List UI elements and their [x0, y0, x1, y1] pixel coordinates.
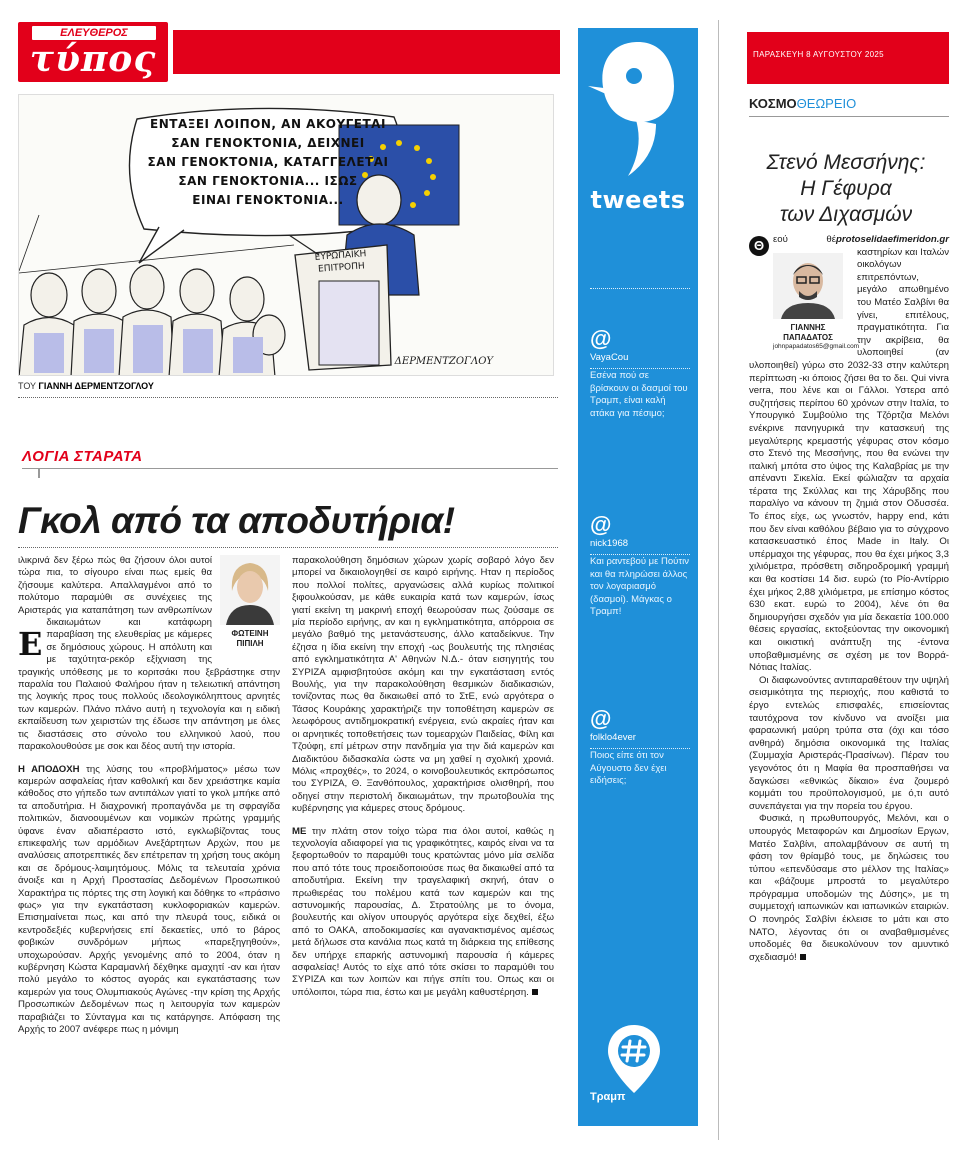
podium-sign: ΕΥΡΩΠΑΪΚΗ ΕΠΙΤΡΟΠΗ	[314, 249, 367, 275]
credit-prefix: ΤΟΥ	[18, 381, 36, 391]
paragraph-lead: ΜΕ	[292, 825, 307, 837]
tweet-separator	[590, 368, 690, 369]
cartoon-signature: ΔΕΡΜΕΝΤΖΟΓΛΟΥ	[394, 356, 493, 367]
paragraph: εού θέ	[773, 234, 836, 245]
masthead-bar	[173, 30, 560, 74]
end-mark	[800, 954, 806, 960]
columnist-box	[773, 253, 860, 351]
tweet-separator	[590, 288, 690, 289]
columnist-email[interactable]: johnpapadatos65@gmail.com	[773, 342, 860, 350]
hashtag-icon	[604, 1023, 664, 1099]
drop-cap: Ε	[18, 625, 43, 663]
tweet-separator	[590, 554, 690, 555]
divider	[18, 547, 558, 548]
tweet-item[interactable]	[590, 514, 690, 619]
speech-line: ΕΙΝΑΙ ΓΕΝΟΚΤΟΝΙΑ...	[192, 193, 344, 207]
side-article-title[interactable]	[743, 150, 949, 228]
paragraph: Φυσικά, η πρωθυπουργός, Μελόνι, και ο υπουργός Μεταφορών και Δημοσίων Εργων, Ματέο Σαλβίνι, απολαμβάνουν σε αυτή τη φάση τον θρίαμβό τους, με δηλώσεις του τύπου «επενδύσαμε στο μέλλον της Ιταλίας» και «βάζουμε μπροστά το μεγαλύτερο πρόγραμμα υποδομών της Δύσης», με τη συμμετοχή ιαπωνικών και ιαπωνικών εταιριών. Ο πονηρός Σαλβίνι έκλεισε το μάτι και στο ΝΑΤΟ, λέγοντας ότι οι αναβαθμισμένες υποδομές θα διευκολύνουν τον αμυντικό σχεδιασμό!	[749, 813, 949, 963]
divider	[749, 116, 949, 117]
tweets-column	[578, 28, 698, 1126]
speech-line: ΣΑΝ ΓΕΝΟΚΤΟΝΙΑ, ΔΕΙΧΝΕΙ	[171, 136, 365, 150]
date-banner	[747, 32, 949, 84]
side-column	[718, 20, 952, 1140]
divider-tick	[38, 468, 40, 478]
tweet-item[interactable]	[590, 708, 690, 788]
hashtag-label[interactable]: Τραμπ	[590, 1091, 626, 1103]
speech-line: ΣΑΝ ΓΕΝΟΚΤΟΝΙΑ... ΙΣΩΣ	[178, 174, 358, 188]
columnist-photo	[773, 253, 843, 319]
title-line: Η Γέφυρα	[800, 177, 892, 200]
political-cartoon	[18, 94, 554, 376]
speech-line: ΕΝΤΑΞΕΙ ΛΟΙΠΟΝ, ΑΝ ΑΚΟΥΓΕΤΑΙ	[150, 117, 386, 131]
end-mark	[532, 989, 538, 995]
section-title-b: ΘΕΩΡΕΙΟ	[796, 96, 857, 111]
logo-main-text: τύπος	[29, 38, 157, 80]
title-line: των Διχασμών	[779, 203, 913, 226]
paragraph: παρακολούθηση δημόσιων χώρων χωρίς σοβαρό λόγο δεν μπορεί να δικαιολογηθεί σε καιρό ειρήνης. Ηταν η περίοδος που πολλοί πολίτες, αργανώσεις αλλά κυρίως πολιτικοί ξιφουλκούσαν, με κάθε ευκαιρία κατά των καμερών, ίσως γιατί εκείνη τη μακρινή εποχή θεωρούσαν πως ζούσαμε σε μία περίοδο ειρήνης, αν και η εγκληματικότητα, απόρροια σε μεγάλο βαθμό της μετανάστευσης, άλλο καταδείκνυε. Την έζησα η ίδια εκείνη την εποχή -ως βουλευτής της πλησιέας από εγκληματικότητα Α' Αθηνών Ν.Δ.- όταν εισηγητής του ΣΥΡΙΖΑ αμφισβητούσε ακόμη και την εγκατάσταση εντός Βουλής, για την παρακολούθηση θεσμικών διαδικασιών, τονίζοντας πως θα δικαιωθεί από το ΣτΕ, ενώ αργότερα ο Τάσος Κουράκης χαρακτήριζε την τοποθέτηση καμερών σε λεωφόρους αντιδημοκρατική ενέργεια, ενώ ακραίες ήταν και οι αρνητικές τοποθετήσεις των τομεαρχών Παιδείας, Φίλη και Τζούφη, επί μέτρων στην πανδημία για την διά καμερών και Διαδικτύου διδασκαλία ώστε να μη χαθεί η σχολική χρονιά. Μόλις «προχθές», το 2024, ο κοινοβουλευτικός εκπρόσωπος του ΣΥΡΙΖΑ, Θ. Ξανθόπουλος, χαρακτήρισε ολισθηρή, που οδηγεί στην περιστολή δικαιωμάτων, την πρωτοβουλία της κυβέρνησης για κάμερες στους δρόμους.	[292, 555, 554, 815]
columnist-name: ΓΙΑΝΝΗΣ ΠΑΠΑΔΑΤΟΣ	[783, 322, 833, 342]
newspaper-logo[interactable]	[18, 22, 168, 82]
at-icon: @	[590, 326, 612, 351]
tweet-text: Ποιος είπε ότι τον Αύγουστο δεν έχει ειδήσεις;	[590, 750, 667, 786]
at-icon: @	[590, 706, 612, 731]
paragraph: Οι διαφωνούντες αντιπαραθέτουν την υψηλή σεισμικότητα της περιοχής, που καθιστά το έργο εντελώς επισφαλές, επισείοντας ταυτόχρονα τον κίνδυνο να ανοίξει μια φαραωνική μαύρη τρύπα στα (όχι και τόσο ανθηρά) δημόσια οικονομικά της Ιταλίας (Συμμαχία Αριστεράς-Πρασίνων). Πέραν του γεγονότος ότι η Μαφία θα προσπαθήσει να δαγκώσει «εθνικώς δίκαιο» ένα ζουμερό κομμάτι του προϋπολογισμού, με ό,τι αυτό συνεπάγεται για την πορεία του έργου.	[749, 674, 949, 812]
author-portrait	[220, 555, 280, 625]
side-article-body	[749, 234, 949, 964]
tweets-title: tweets	[590, 186, 686, 214]
section-title-a: ΚΟΣΜΟ	[749, 96, 797, 111]
masthead	[8, 20, 560, 84]
tweets-bird-icon	[578, 28, 698, 188]
article-headline[interactable]: Γκολ από τα αποδυτήρια!	[18, 500, 455, 541]
divider	[18, 397, 558, 398]
at-icon: @	[590, 512, 612, 537]
tweet-handle[interactable]: VayaCou	[590, 352, 629, 363]
speech-bubble	[137, 115, 399, 233]
main-article-column	[8, 20, 560, 1140]
paragraph: την πλάτη στον τοίχο τώρα πια όλοι αυτοί, καθώς η τεχνολογία αδιαφορεί για τις γραφικότητες, καιρός είναι να τα ξεφορτωθούν το παραμύθι τους κρατώντας μόνο μία σελίδα που από τότε τους προειδοποιούσε πως θα δικαιωθεί από τα αποδυτήρια. Εκείνη την τραγελαφική σκηνή, όταν ο πρωθιερέας του πολέμου κατά των καμερών και της αστυνομικής παρουσίας, Δ. Στρατούλης με το όνομα, βουλευτής και ολίγον υπουργός αργότερα είχε δεχθεί, έξω από το ΟΑΚΑ, αποδοκιμασίες και αγανακτισμένος αμέσως μετά δήλωσε στα κανάλια πως κατά τη διάρκεια της επίθεσης δεν υπήρχε επαρκής αστυνομική παρουσία ή κάμερες ασφαλείας! Αυτός το είχε από τότε σκίσει το παραμύθι του ΣΥΡΙΖΑ και των λοιπών και πήγε σπίτι του. Οπως και οι υπόλοιποι, τώρα πια, έστω και με μεγάλη καθυστέρηση.	[292, 825, 555, 998]
title-line: Στενό Μεσσήνης:	[766, 151, 926, 174]
paragraph: καστηρίων και Ιταλών οικολόγων επιτρεπόντων, μεγάλο απωθημένο του Ματέο Σαλβίνι θα γίνει, επιτέλους, πραγματικότητα. Για την ακρίβεια, θα υλοποιηθεί (αν υλοποιηθεί) γύρω στο 2032-33 στην καλύτερη περίπτωση -κι όποιος ζήσει θα το δει. Qui vivra verra, που λένε και οι Γάλλοι. Υστερα από συζητήσεις περίπου 60 χρόνων στην Ιταλία, το Υπουργικό Συμβούλιο της Τζόρτζια Μελόνι ενέκρινε πανηγυρικά την κατασκευή της μεγαλύτερης κρεμαστής γέφυρας στον κόσμο στο Στενό της Μεσσήνης, που θα ενώνει την ιταλική μπότα στο ύψος της Καλαβρίας με την απέναντι Σικελία. Εκεί φώλιαζαν τα αρχαία τέρατα της Σκύλλας και της Χάρυβδης που παραλίγο να κάνουν τη ζημιά στον Οδυσσέα. Το έπος είχε, ως γνωστόν, happy end, κάτι που δεν είναι καθόλου βέβαιο για το σύγχρονο κατασκευαστικό έπος Made in Italy. Οι υπέρμαχοι της γέφυρας, που θα έχει μήκος 3,3 χιλιόμετρα, πρόσθετη σιδηροδρομική γραμμή και θα κοστίσει 14 δισ. ευρώ (το Ρίο-Αντίρριο έχει μήκος 2,88 χιλιόμετρα, με επίσημο κόστος 630 εκατ. ευρώ το 2004), λένε ότι θα δημιουργήσει σχεδόν για μία δεκαετία 100.000 θέσεις εργασίας, εκτοξεύοντας την οικονομική και οικιστική ανάπτυξη της -έντονα υποβαθμισμένης σε σχέση με τον Βορρά- Νότιας Ιταλίας.	[749, 246, 949, 674]
tweet-handle[interactable]: folklo4ever	[590, 732, 636, 743]
section-tag[interactable]: ΛΟΓΙΑ ΣΤΑΡΑΤΑ	[22, 448, 143, 465]
article-column-1	[18, 555, 280, 1036]
logo-super-text: ΕΛΕΥΘΕΡΟΣ	[32, 26, 156, 40]
hashtag-marker-icon[interactable]	[604, 1023, 664, 1099]
author-name: ΦΩΤΕΙΝΗ ΠΙΠΙΛΗ	[231, 629, 269, 648]
issue-date: ΠΑΡΑΣΚΕΥΗ 8 ΑΥΓΟΥΣΤΟΥ 2025	[753, 50, 884, 59]
tweet-item[interactable]	[590, 328, 690, 420]
columnist-portrait	[773, 253, 843, 319]
article-column-2	[292, 555, 554, 999]
tweet-separator	[590, 748, 690, 749]
speech-line: ΣΑΝ ΓΕΝΟΚΤΟΝΙΑ, ΚΑΤΑΓΓΕΛΕΤΑΙ	[147, 155, 389, 169]
column-section-title[interactable]	[749, 96, 856, 111]
tweet-handle[interactable]: nick1968	[590, 538, 629, 549]
paragraph: ιλικρινά δεν ξέρω πώς θα ζήσουν όλοι αυτοί τώρα πια, το σίγουρο είναι πως εμείς θα ζήσουμε καλύτερα. Απαλλαγμένοι από το πολύτομο παραμύθι σε συνέχειες της Αριστεράς για καταπάτηση των ανθρωπίνων δικαιωμάτων και κατάφωρη παραβίαση της ελευθερίας με κάμερες σε δημόσιους χώρους. Η απόλυτη και με ταχύτητα-ρεκόρ εξίχνιαση της τραγικής υπόθεσης με το κοριτσάκι που ξεβράστηκε στην παραλία του Παλαιού Φαλήρου ήταν η τελειωτική απάντηση της λογικής προς τους πολλούς ιδεολογικόληπτους αρνητές των καμερών. Πλάνο πλάνο αυτή η τεχνολογία και η ειδική εκπαίδευση των χειριστών της έδωσε την απάντηση με όλες τις διαστάσεις στο σύνολο του ελληνικού λαού, που παρακολουθούσε με σοκ και δέος αυτή την ιστορία.	[18, 555, 280, 753]
author-photo	[220, 555, 280, 625]
paragraph: της λύσης του «προβλήματος» μέσω των καμερών ασφαλείας ήταν καθολική και δεν χρειάστηκε καμία κάθοδος στο γήπεδο των αντιπάλων γιατί το γκολ μπήκε από τα αποδυτήρια. Η διαχρονική προπαγάνδα με τη σφραγίδα πολιτικών, διανοουμένων και νομικών πρώτης γραμμής ύφανε έναν αδιαπέραστο ιστό, εγκλωβίζοντας τους επικεφαλής των αρμόδιων Ανεξάρτητων Αρχών, που με αναλύσεις αποτρεπτικές δεν επέτρεπαν τη χρήση τους ακόμη και σε δρόμους-λαιμητόμους. Μόλις τα τελευταία χρόνια άνοιξε και η Αρχή Προστασίας Δεδομένων Προσωπικού Χαρακτήρα τις πόρτες της στη λογική και δόθηκε το «πράσινο φως» για την εγκατάσταση κυκλοφοριακών καμερών. Επισημαίνεται πως, και από την πλευρά τους, ειδικά οι κεντροδεξιές κυβερνήσεις επί δεκαετίες, υπό το βάρος φοβικών συνδρόμων μήπως «παρεξηγηθούν», υποχωρούσαν. Αρχής γενομένης από το 2004, όταν η κυβέρνηση Κώστα Καραμανλή δέχθηκε αμαχητί -αν και ήταν πολύ μεγάλο το κόστος αγοράς και εγκατάστασης των καμερών για τους Ολυμπιακούς Αγώνες -την κρίση της Αρχής Προσωπικών Δεδομένων πως η λειτουργία των καμερών παραβιάζει το Σύνταγμα και τις κατάργησε. Απόφαση της Αρχής το 2007 ανέφερε πως η μόνιμη	[18, 763, 280, 1036]
cartoon-credit	[18, 381, 154, 391]
tweet-text: Και ραντεβού με Πούτιν και θα πληρώσει άλλος τον λογαριασμό (δασμοί). Μάγκας ο Τραμπ!	[590, 556, 689, 617]
source-link[interactable]: protoselidaefimeridon.gr	[835, 234, 949, 245]
credit-name: ΓΙΑΝΝΗ ΔΕΡΜΕΝΤΖΟΓΛΟΥ	[38, 381, 154, 391]
tweet-text: Εσένα πού σε βρίσκουν οι δασμοί του Τραμπ, είναι καλή ατάκα για πέσιμο;	[590, 370, 688, 419]
divider	[22, 468, 558, 469]
paragraph-lead: Η ΑΠΟΔΟΧΗ	[18, 763, 80, 775]
drop-cap: Θ	[749, 236, 769, 256]
